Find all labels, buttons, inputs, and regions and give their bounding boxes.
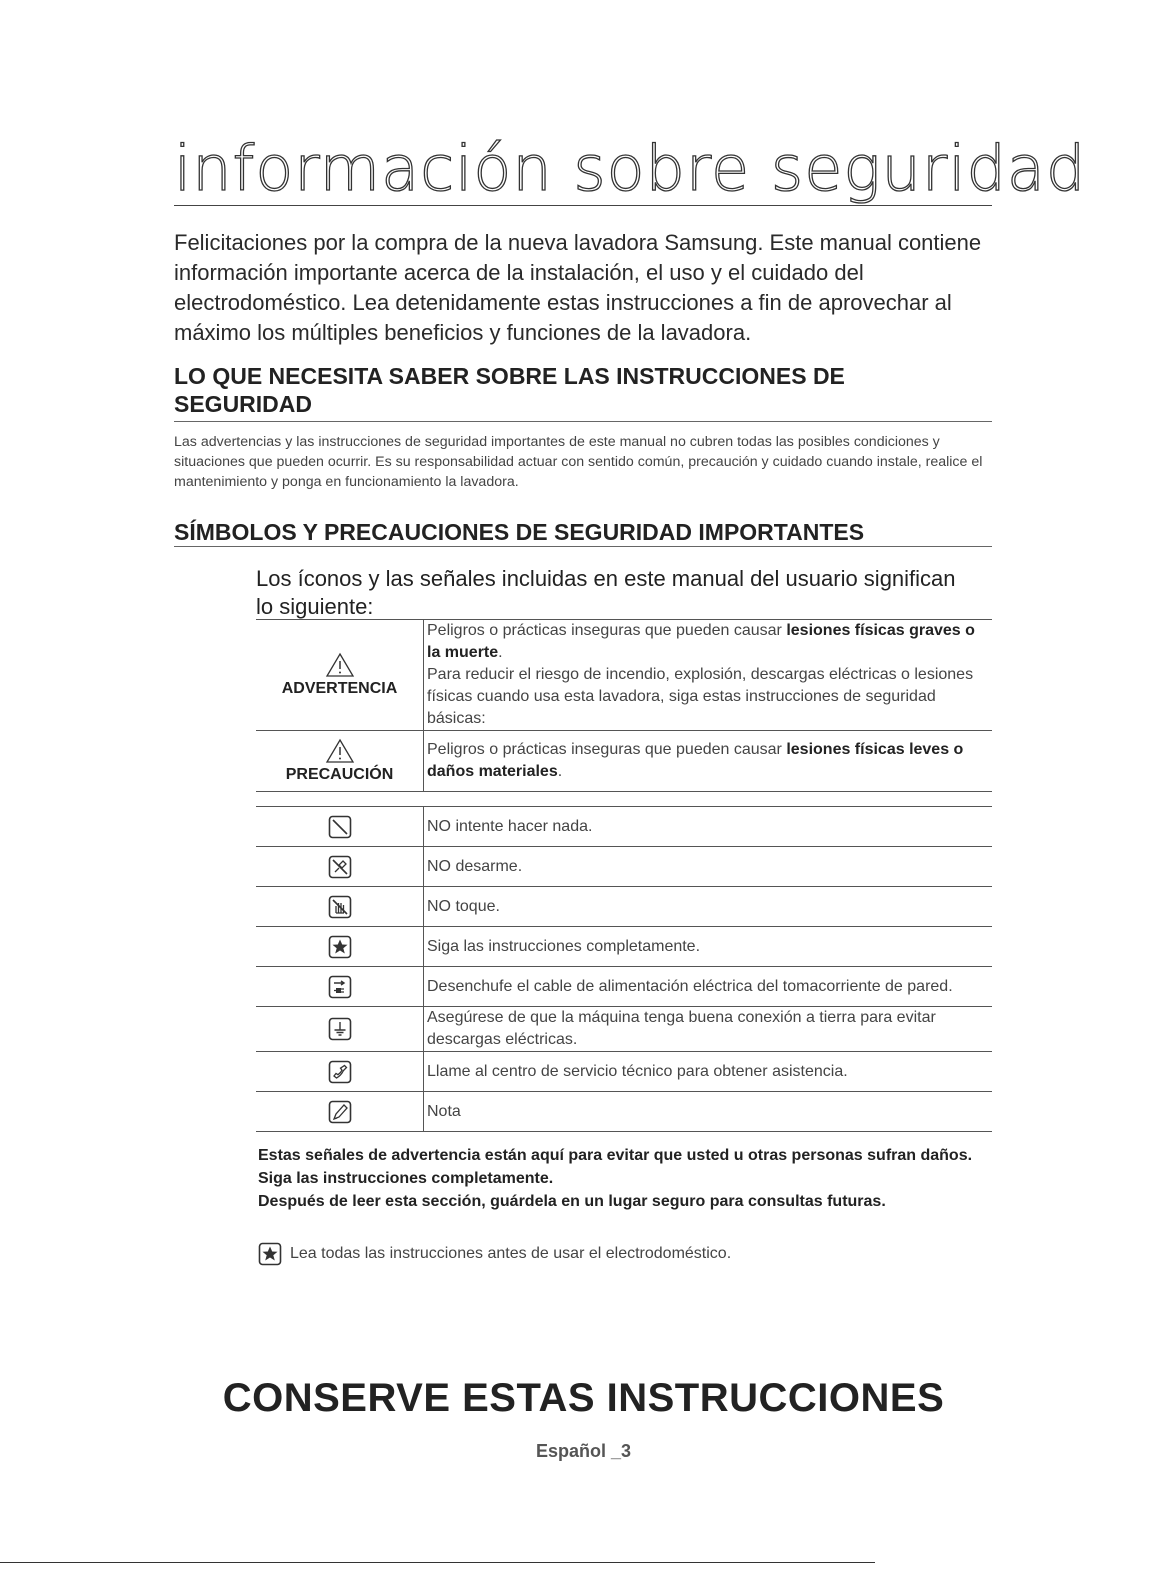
read-all-text: Lea todas las instrucciones antes de usar el electrodoméstico. [290,1245,732,1262]
note-icon [328,1100,352,1124]
warning-triangle-icon [325,652,355,678]
warning-description [424,620,993,731]
caution-signal [256,731,424,792]
caution-triangle-icon [325,738,355,764]
note-line: Después de leer esta sección, guárdela en un lugar seguro para consultas futuras. [258,1193,886,1210]
symbol-description: NO toque. [424,887,993,927]
section-heading-instructions: LO QUE NECESITA SABER SOBRE LAS INSTRUCCIONES DE SEGURIDAD [174,363,845,417]
conserve-heading: CONSERVE ESTAS INSTRUCCIONES [222,1376,945,1420]
ground-icon [328,1017,352,1041]
symbol-description: Nota [424,1092,993,1132]
section-heading-symbols: SÍMBOLOS Y PRECAUCIONES DE SEGURIDAD IMPORTANTES [174,519,865,545]
symbols-table [256,620,992,1132]
warning-text-end: . [498,644,503,661]
title-divider [174,205,992,206]
bottom-rule [0,1562,875,1563]
instructions-body: Las advertencias y las instrucciones de seguridad importantes de este manual no cubren todas las posibles condiciones y situaciones que pueden ocurrir. Es su responsabilidad actuar con sentido común, precaución y cuidado cuando instale, realice el mantenimiento y ponga en funcionamiento la lavadora. [174,434,983,490]
symbols-lead: Los íconos y las señales incluidas en este manual del usuario significan lo siguiente: [256,566,956,619]
warning-text: Peligros o prácticas inseguras que pueden causar [427,622,787,639]
page-title: información sobre seguridad [174,132,1087,205]
symbol-description: Asegúrese de que la máquina tenga buena conexión a tierra para evitar descargas eléctricas. [424,1007,993,1052]
no-disassemble-icon [328,855,352,879]
caution-emphasis: lesiones físicas leves o daños materiales [427,741,964,780]
table-row [256,1092,992,1132]
warning-detail: Para reducir el riesgo de incendio, explosión, descargas eléctricas o lesiones físicas cuando usa esta lavadora, siga estas instrucciones de seguridad básicas: [427,666,974,727]
prohibited-icon [328,815,352,839]
intro-paragraph: Felicitaciones por la compra de la nueva lavadora Samsung. Este manual contiene información importante acerca de la instalación, el uso y el cuidado del electrodoméstico. Lea detenidamente estas instrucciones a fin de aprovechar al máximo los múltiples beneficios y funciones de la lavadora. [174,230,982,345]
symbol-cell [256,1092,424,1132]
safety-notes [258,1144,978,1213]
warning-label: ADVERTENCIA [281,680,398,697]
section-divider [174,546,992,547]
table-spacer [256,792,992,807]
table-row [256,887,992,927]
warning-signal [256,620,424,731]
symbol-cell [256,967,424,1007]
unplug-icon [328,975,352,999]
table-row [256,1007,992,1052]
caution-text: Peligros o prácticas inseguras que pueden causar [427,741,787,758]
symbol-description: Siga las instrucciones completamente. [424,927,993,967]
follow-instructions-icon [328,935,352,959]
table-row [256,731,992,792]
table-row [256,847,992,887]
table-row [256,927,992,967]
note-line: Estas señales de advertencia están aquí para evitar que usted u otras personas sufran daños. [258,1147,973,1164]
symbol-cell [256,1007,424,1052]
symbol-cell [256,847,424,887]
symbol-cell [256,1052,424,1092]
note-line: Siga las instrucciones completamente. [258,1170,554,1187]
symbol-description: NO desarme. [424,847,993,887]
table-row [256,807,992,847]
section-divider [174,421,992,422]
follow-instructions-icon [258,1242,282,1266]
symbol-description: Llame al centro de servicio técnico para obtener asistencia. [424,1052,993,1092]
symbol-cell [256,927,424,967]
caution-text-end: . [557,763,563,780]
symbol-cell [256,887,424,927]
caution-description [424,731,993,792]
warning-emphasis: lesiones físicas graves o la muerte [427,622,975,661]
table-row [256,1052,992,1092]
no-touch-icon [328,895,352,919]
table-row [256,620,992,731]
symbol-cell [256,807,424,847]
read-all-note [258,1242,731,1266]
symbol-description: NO intente hacer nada. [424,807,993,847]
phone-icon [328,1060,352,1084]
symbol-description: Desenchufe el cable de alimentación eléctrica del tomacorriente de pared. [424,967,993,1007]
caution-label: PRECAUCIÓN [285,766,394,783]
page-footer: Español _3 [535,1441,632,1461]
table-row [256,967,992,1007]
